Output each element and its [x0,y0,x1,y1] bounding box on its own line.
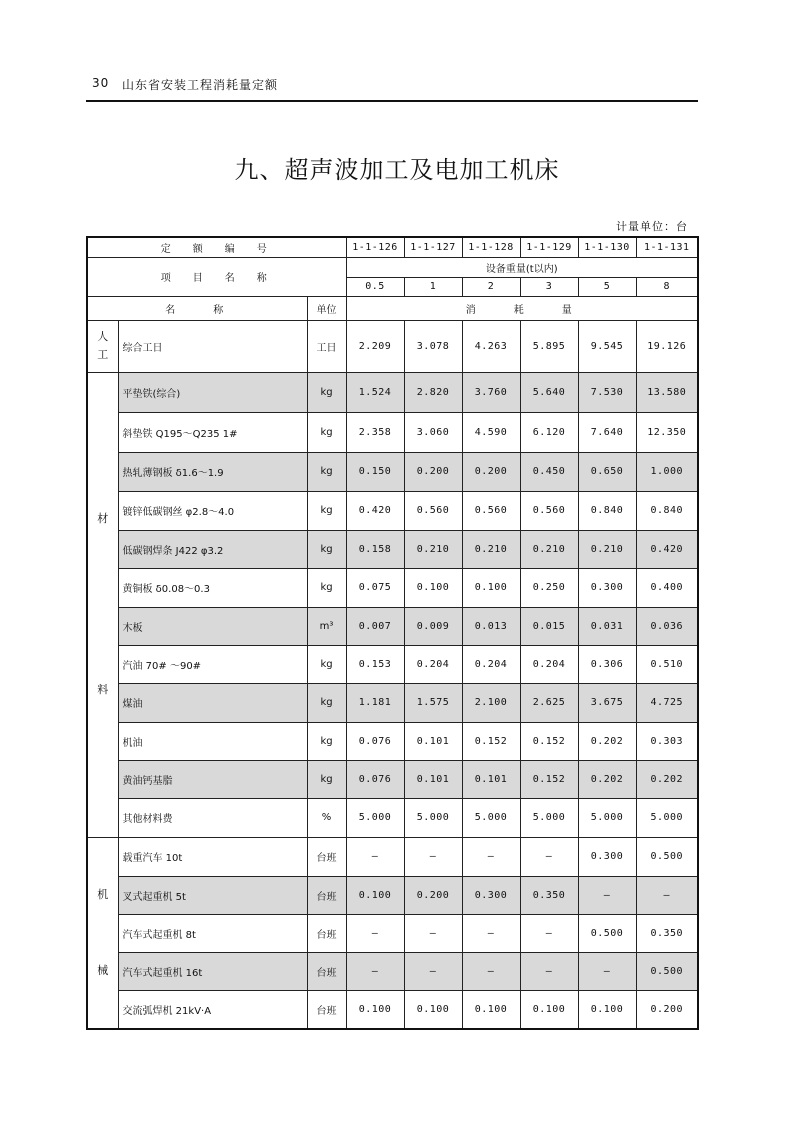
resource-name: 木板 [118,607,307,645]
consumption-value: 0.210 [404,530,462,568]
consumption-value: 0.450 [520,452,578,491]
consumption-value: — [462,952,520,990]
weight-cell: 2 [462,277,520,296]
consumption-value: 0.303 [636,722,698,760]
consumption-value: 2.209 [346,320,404,372]
consumption-value: 0.560 [462,491,520,530]
consumption-value: — [346,952,404,990]
consumption-value: 0.202 [636,760,698,798]
table-row [87,683,698,722]
code-cell: 1-1-126 [346,237,404,257]
consumption-value: 0.150 [346,452,404,491]
consumption-value: 3.760 [462,372,520,412]
consumption-value: — [404,914,462,952]
consumption-value: 0.153 [346,645,404,683]
resource-unit: 台班 [307,837,346,876]
consumption-value: 0.015 [520,607,578,645]
consumption-value: 0.500 [636,837,698,876]
consumption-value: 0.560 [520,491,578,530]
page-number: 30 [92,76,110,90]
consumption-value: — [578,876,636,914]
consumption-value: 3.078 [404,320,462,372]
resource-unit: % [307,798,346,837]
table-row [87,568,698,607]
consumption-value: — [404,952,462,990]
table-row [87,491,698,530]
consumption-value: — [578,952,636,990]
consumption-value: 5.000 [520,798,578,837]
consumption-value: 0.100 [346,990,404,1029]
consumption-value: 6.120 [520,412,578,452]
consumption-value: 0.204 [520,645,578,683]
consumption-value: 5.895 [520,320,578,372]
resource-name: 汽油 70# ～90# [118,645,307,683]
category-label-text: 人 工 [97,330,109,361]
table-row [87,722,698,760]
resource-name: 载重汽车 10t [118,837,307,876]
quota-table [86,236,699,1030]
consumption-value: — [520,952,578,990]
weight-cell: 5 [578,277,636,296]
consumption-value: 0.013 [462,607,520,645]
table-row [87,990,698,1029]
consumption-value: 0.076 [346,722,404,760]
consumption-value: 2.358 [346,412,404,452]
resource-unit: kg [307,568,346,607]
consumption-value: 4.590 [462,412,520,452]
consumption-value: 0.510 [636,645,698,683]
resource-name: 煤油 [118,683,307,722]
consumption-value: 0.007 [346,607,404,645]
consumption-value: 0.101 [462,760,520,798]
resource-name: 叉式起重机 5t [118,876,307,914]
resource-unit: kg [307,452,346,491]
code-label: 定 额 编 号 [87,237,346,257]
consumption-value: 0.300 [578,568,636,607]
consumption-value: 5.000 [404,798,462,837]
table-row [87,452,698,491]
resource-unit: kg [307,372,346,412]
resource-unit: kg [307,722,346,760]
consumption-value: 0.100 [462,990,520,1029]
consumption-value: 0.100 [346,876,404,914]
consumption-value: 0.202 [578,760,636,798]
resource-name: 其他材料费 [118,798,307,837]
table-row [87,645,698,683]
consumption-value: 0.210 [520,530,578,568]
consumption-value: 2.100 [462,683,520,722]
consumption-value: 0.210 [462,530,520,568]
category-label-text: 机 械 [97,887,109,977]
consumption-value: 0.650 [578,452,636,491]
consumption-value: 0.036 [636,607,698,645]
category-label [87,372,118,837]
resource-unit: kg [307,530,346,568]
consumption-value: 0.420 [346,491,404,530]
weight-cell: 0.5 [346,277,404,296]
consumption-value: — [520,914,578,952]
resource-name: 斜垫铁 Q195～Q235 1# [118,412,307,452]
resource-name: 黄油钙基脂 [118,760,307,798]
table-row [87,876,698,914]
col-unit-header: 单位 [307,296,346,320]
consumption-value: 0.009 [404,607,462,645]
weight-label-row [87,257,698,277]
consumption-value: — [520,837,578,876]
weight-label: 设备重量(t以内) [346,257,698,277]
consumption-value: 0.200 [404,452,462,491]
book-title: 山东省安装工程消耗量定额 [122,78,279,92]
consumption-value: 13.580 [636,372,698,412]
code-cell: 1-1-127 [404,237,462,257]
consumption-value: 0.350 [636,914,698,952]
consumption-value: 12.350 [636,412,698,452]
consumption-value: 9.545 [578,320,636,372]
table-row [87,798,698,837]
code-cell: 1-1-130 [578,237,636,257]
consumption-value: 0.158 [346,530,404,568]
resource-unit: 台班 [307,952,346,990]
resource-name: 低碳钢焊条 J422 φ3.2 [118,530,307,568]
consumption-value: 0.200 [462,452,520,491]
resource-name: 交流弧焊机 21kV·A [118,990,307,1029]
consumption-value: 0.840 [636,491,698,530]
col-consumption-header: 消 耗 量 [346,296,698,320]
category-label [87,837,118,1029]
consumption-value: 2.820 [404,372,462,412]
table-row [87,837,698,876]
consumption-value: 5.000 [578,798,636,837]
consumption-value: 0.076 [346,760,404,798]
consumption-value: — [346,837,404,876]
resource-unit: 工日 [307,320,346,372]
consumption-value: 0.840 [578,491,636,530]
resource-name: 黄铜板 δ0.08～0.3 [118,568,307,607]
table-row [87,607,698,645]
consumption-value: 3.060 [404,412,462,452]
consumption-value: 0.202 [578,722,636,760]
resource-name: 综合工日 [118,320,307,372]
consumption-value: 0.075 [346,568,404,607]
consumption-value: 0.306 [578,645,636,683]
consumption-value: 2.625 [520,683,578,722]
consumption-value: 0.100 [520,990,578,1029]
consumption-value: 0.152 [520,760,578,798]
category-label [87,320,118,372]
col-name-header: 名 称 [87,296,307,320]
consumption-value: — [462,837,520,876]
consumption-value: 0.420 [636,530,698,568]
consumption-value: 0.204 [404,645,462,683]
consumption-value: 0.152 [520,722,578,760]
resource-unit: 台班 [307,914,346,952]
consumption-value: 1.181 [346,683,404,722]
consumption-value: 0.210 [578,530,636,568]
consumption-value: — [636,876,698,914]
code-cell: 1-1-129 [520,237,578,257]
table-row [87,412,698,452]
consumption-value: 0.200 [636,990,698,1029]
consumption-value: 7.530 [578,372,636,412]
consumption-value: 0.560 [404,491,462,530]
category-label-text: 材 料 [97,512,109,696]
consumption-value: 1.575 [404,683,462,722]
table-row [87,760,698,798]
resource-unit: m³ [307,607,346,645]
section-title: 九、超声波加工及电加工机床 [234,156,560,184]
consumption-value: 1.000 [636,452,698,491]
consumption-value: 0.100 [462,568,520,607]
consumption-value: 0.400 [636,568,698,607]
resource-name: 平垫铁(综合) [118,372,307,412]
table-row [87,530,698,568]
weight-cell: 3 [520,277,578,296]
code-row [87,237,698,257]
code-cell: 1-1-131 [636,237,698,257]
table-row [87,952,698,990]
weight-cell: 8 [636,277,698,296]
item-label: 项 目 名 称 [87,257,346,296]
unit-note: 计量单位：台 [616,220,688,233]
resource-name: 机油 [118,722,307,760]
page-header [86,72,698,102]
column-header-row [87,296,698,320]
consumption-value: 7.640 [578,412,636,452]
resource-name: 热轧薄钢板 δ1.6～1.9 [118,452,307,491]
consumption-value: — [346,914,404,952]
consumption-value: 3.675 [578,683,636,722]
consumption-value: 0.500 [578,914,636,952]
resource-unit: kg [307,645,346,683]
consumption-value: 19.126 [636,320,698,372]
resource-name: 镀锌低碳钢丝 φ2.8～4.0 [118,491,307,530]
consumption-value: 0.350 [520,876,578,914]
consumption-value: 4.725 [636,683,698,722]
table-row [87,914,698,952]
consumption-value: 1.524 [346,372,404,412]
resource-unit: kg [307,412,346,452]
consumption-value: 0.500 [636,952,698,990]
consumption-value: 0.031 [578,607,636,645]
consumption-value: 0.300 [462,876,520,914]
consumption-value: 5.000 [346,798,404,837]
resource-unit: 台班 [307,876,346,914]
consumption-value: 0.200 [404,876,462,914]
weight-cell: 1 [404,277,462,296]
consumption-value: 5.640 [520,372,578,412]
consumption-value: 0.100 [404,990,462,1029]
resource-name: 汽车式起重机 16t [118,952,307,990]
consumption-value: — [404,837,462,876]
consumption-value: 4.263 [462,320,520,372]
table-row [87,320,698,372]
consumption-value: 0.250 [520,568,578,607]
consumption-value: 5.000 [462,798,520,837]
resource-name: 汽车式起重机 8t [118,914,307,952]
table-row [87,372,698,412]
consumption-value: 0.100 [404,568,462,607]
code-cell: 1-1-128 [462,237,520,257]
consumption-value: 0.152 [462,722,520,760]
consumption-value: 0.101 [404,760,462,798]
consumption-value: 0.204 [462,645,520,683]
consumption-value: 0.300 [578,837,636,876]
resource-unit: kg [307,683,346,722]
resource-unit: kg [307,760,346,798]
consumption-value: 5.000 [636,798,698,837]
consumption-value: — [462,914,520,952]
consumption-value: 0.100 [578,990,636,1029]
resource-unit: 台班 [307,990,346,1029]
consumption-value: 0.101 [404,722,462,760]
resource-unit: kg [307,491,346,530]
